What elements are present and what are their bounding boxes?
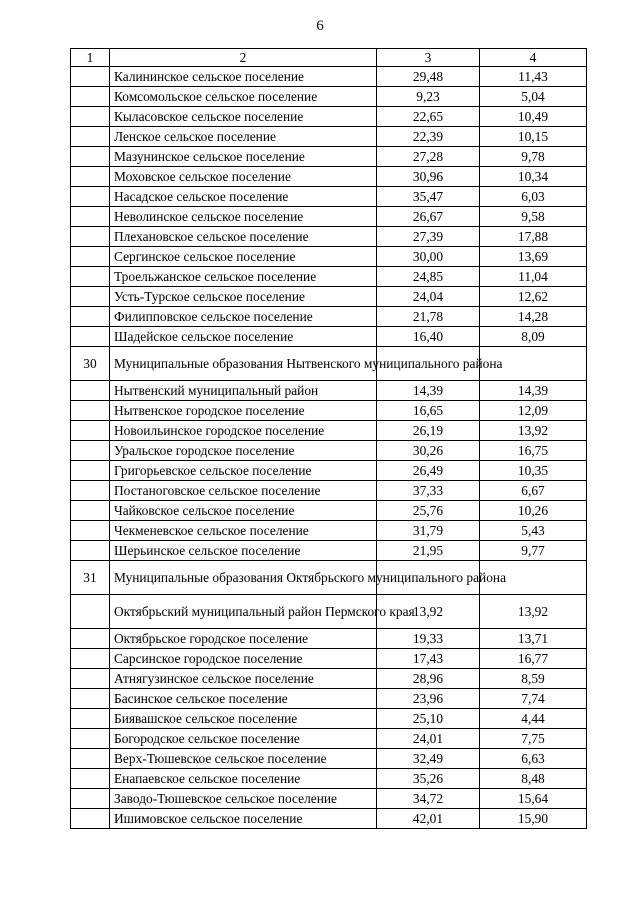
row-number-cell bbox=[71, 87, 110, 107]
value-cell: 12,09 bbox=[480, 401, 587, 421]
table-header-row bbox=[71, 49, 587, 67]
value-cell: 30,26 bbox=[377, 441, 480, 461]
row-number-cell bbox=[71, 541, 110, 561]
row-number-cell bbox=[71, 669, 110, 689]
table-row bbox=[71, 347, 587, 381]
value-cell: 10,35 bbox=[480, 461, 587, 481]
name-cell: Чайковское сельское поселение bbox=[110, 501, 377, 521]
table-row bbox=[71, 267, 587, 287]
row-number-cell bbox=[71, 441, 110, 461]
row-number-cell bbox=[71, 247, 110, 267]
row-number-cell bbox=[71, 461, 110, 481]
table-row bbox=[71, 461, 587, 481]
value-cell: 5,43 bbox=[480, 521, 587, 541]
table-row bbox=[71, 307, 587, 327]
table-row bbox=[71, 401, 587, 421]
table-row bbox=[71, 769, 587, 789]
value-cell: 30,00 bbox=[377, 247, 480, 267]
value-cell: 22,65 bbox=[377, 107, 480, 127]
column-header: 3 bbox=[377, 49, 480, 67]
value-cell: 13,69 bbox=[480, 247, 587, 267]
name-cell: Неволинское сельское поселение bbox=[110, 207, 377, 227]
name-cell: Мазунинское сельское поселение bbox=[110, 147, 377, 167]
row-number-cell bbox=[71, 481, 110, 501]
row-number-cell bbox=[71, 307, 110, 327]
row-number-cell bbox=[71, 501, 110, 521]
name-cell: Нытвенский муниципальный район bbox=[110, 381, 377, 401]
value-cell: 13,71 bbox=[480, 629, 587, 649]
row-number-cell bbox=[71, 401, 110, 421]
table-row bbox=[71, 227, 587, 247]
name-cell: Шадейское сельское поселение bbox=[110, 327, 377, 347]
value-cell: 6,03 bbox=[480, 187, 587, 207]
value-cell: 42,01 bbox=[377, 809, 480, 829]
value-cell: 9,23 bbox=[377, 87, 480, 107]
value-cell: 35,26 bbox=[377, 769, 480, 789]
table-row bbox=[71, 729, 587, 749]
value-cell: 7,75 bbox=[480, 729, 587, 749]
name-cell: Троельжанское сельское поселение bbox=[110, 267, 377, 287]
value-cell: 37,33 bbox=[377, 481, 480, 501]
value-cell: 26,49 bbox=[377, 461, 480, 481]
value-cell: 21,95 bbox=[377, 541, 480, 561]
value-cell: 16,77 bbox=[480, 649, 587, 669]
table-row bbox=[71, 561, 587, 595]
value-cell: 15,64 bbox=[480, 789, 587, 809]
value-cell: 26,67 bbox=[377, 207, 480, 227]
row-number-cell: 31 bbox=[71, 561, 110, 595]
name-cell: Ишимовское сельское поселение bbox=[110, 809, 377, 829]
row-number-cell bbox=[71, 689, 110, 709]
value-cell: 29,48 bbox=[377, 67, 480, 87]
value-cell: 31,79 bbox=[377, 521, 480, 541]
row-number-cell bbox=[71, 167, 110, 187]
value-cell: 10,15 bbox=[480, 127, 587, 147]
table-row bbox=[71, 541, 587, 561]
row-number-cell bbox=[71, 749, 110, 769]
value-cell: 34,72 bbox=[377, 789, 480, 809]
name-cell: Григорьевское сельское поселение bbox=[110, 461, 377, 481]
value-cell: 6,63 bbox=[480, 749, 587, 769]
table-row bbox=[71, 501, 587, 521]
value-cell: 14,39 bbox=[377, 381, 480, 401]
row-number-cell bbox=[71, 227, 110, 247]
name-cell: Новоильинское городское поселение bbox=[110, 421, 377, 441]
table-row bbox=[71, 187, 587, 207]
name-cell: Уральское городское поселение bbox=[110, 441, 377, 461]
value-cell: 30,96 bbox=[377, 167, 480, 187]
table-row bbox=[71, 381, 587, 401]
table-row bbox=[71, 67, 587, 87]
value-cell: 24,85 bbox=[377, 267, 480, 287]
value-cell: 19,33 bbox=[377, 629, 480, 649]
table-row bbox=[71, 669, 587, 689]
value-cell: 17,43 bbox=[377, 649, 480, 669]
name-cell: Муниципальные образования Нытвенского муниципального района bbox=[110, 347, 377, 381]
row-number-cell bbox=[71, 649, 110, 669]
table-row bbox=[71, 207, 587, 227]
value-cell: 16,40 bbox=[377, 327, 480, 347]
table-row bbox=[71, 247, 587, 267]
name-cell: Моховское сельское поселение bbox=[110, 167, 377, 187]
name-cell: Постаноговское сельское поселение bbox=[110, 481, 377, 501]
name-cell: Сергинское сельское поселение bbox=[110, 247, 377, 267]
value-cell: 6,67 bbox=[480, 481, 587, 501]
page-number: 6 bbox=[316, 18, 324, 34]
row-number-cell bbox=[71, 809, 110, 829]
value-cell: 27,28 bbox=[377, 147, 480, 167]
table-row bbox=[71, 441, 587, 461]
table-row bbox=[71, 327, 587, 347]
value-cell: 12,62 bbox=[480, 287, 587, 307]
value-cell: 7,74 bbox=[480, 689, 587, 709]
value-cell: 22,39 bbox=[377, 127, 480, 147]
table-row bbox=[71, 287, 587, 307]
name-cell: Шерьинское сельское поселение bbox=[110, 541, 377, 561]
value-cell: 14,39 bbox=[480, 381, 587, 401]
name-cell: Калининское сельское поселение bbox=[110, 67, 377, 87]
value-cell: 32,49 bbox=[377, 749, 480, 769]
name-cell: Муниципальные образования Октябрьского муниципального района bbox=[110, 561, 377, 595]
row-number-cell bbox=[71, 709, 110, 729]
value-cell: 8,48 bbox=[480, 769, 587, 789]
name-cell: Филипповское сельское поселение bbox=[110, 307, 377, 327]
name-cell: Нытвенское городское поселение bbox=[110, 401, 377, 421]
name-cell: Плехановское сельское поселение bbox=[110, 227, 377, 247]
value-cell: 14,28 bbox=[480, 307, 587, 327]
name-cell: Ленское сельское поселение bbox=[110, 127, 377, 147]
value-cell: 16,65 bbox=[377, 401, 480, 421]
name-cell: Заводо-Тюшевское сельское поселение bbox=[110, 789, 377, 809]
row-number-cell bbox=[71, 629, 110, 649]
row-number-cell bbox=[71, 147, 110, 167]
name-cell: Сарсинское городское поселение bbox=[110, 649, 377, 669]
table-row bbox=[71, 167, 587, 187]
row-number-cell bbox=[71, 595, 110, 629]
row-number-cell bbox=[71, 287, 110, 307]
value-cell: 5,04 bbox=[480, 87, 587, 107]
value-cell: 13,92 bbox=[480, 595, 587, 629]
table-row bbox=[71, 107, 587, 127]
value-cell: 13,92 bbox=[377, 595, 480, 629]
name-cell: Басинское сельское поселение bbox=[110, 689, 377, 709]
table-row bbox=[71, 749, 587, 769]
value-cell: 11,04 bbox=[480, 267, 587, 287]
row-number-cell bbox=[71, 207, 110, 227]
value-cell: 15,90 bbox=[480, 809, 587, 829]
row-number-cell bbox=[71, 187, 110, 207]
table-row bbox=[71, 481, 587, 501]
value-cell: 13,92 bbox=[480, 421, 587, 441]
table-row bbox=[71, 789, 587, 809]
row-number-cell bbox=[71, 421, 110, 441]
name-cell: Усть-Турское сельское поселение bbox=[110, 287, 377, 307]
table-row bbox=[71, 87, 587, 107]
data-table bbox=[70, 48, 587, 829]
value-cell: 24,04 bbox=[377, 287, 480, 307]
value-cell: 4,44 bbox=[480, 709, 587, 729]
row-number-cell bbox=[71, 67, 110, 87]
value-cell: 26,19 bbox=[377, 421, 480, 441]
row-number-cell bbox=[71, 381, 110, 401]
name-cell: Октябрьское городское поселение bbox=[110, 629, 377, 649]
column-header: 2 bbox=[110, 49, 377, 67]
name-cell: Комсомольское сельское поселение bbox=[110, 87, 377, 107]
table-row bbox=[71, 629, 587, 649]
row-number-cell bbox=[71, 729, 110, 749]
value-cell: 10,49 bbox=[480, 107, 587, 127]
table-row bbox=[71, 649, 587, 669]
value-cell: 9,78 bbox=[480, 147, 587, 167]
value-cell: 9,77 bbox=[480, 541, 587, 561]
table-row bbox=[71, 689, 587, 709]
table-row bbox=[71, 127, 587, 147]
name-cell: Верх-Тюшевское сельское поселение bbox=[110, 749, 377, 769]
value-cell: 10,26 bbox=[480, 501, 587, 521]
name-cell: Енапаевское сельское поселение bbox=[110, 769, 377, 789]
value-cell: 21,78 bbox=[377, 307, 480, 327]
value-cell: 16,75 bbox=[480, 441, 587, 461]
value-cell: 23,96 bbox=[377, 689, 480, 709]
table-row bbox=[71, 147, 587, 167]
row-number-cell: 30 bbox=[71, 347, 110, 381]
table-row bbox=[71, 809, 587, 829]
value-cell: 17,88 bbox=[480, 227, 587, 247]
value-cell: 11,43 bbox=[480, 67, 587, 87]
name-cell: Октябрьский муниципальный район Пермского края bbox=[110, 595, 377, 629]
table-row bbox=[71, 595, 587, 629]
name-cell: Насадское сельское поселение bbox=[110, 187, 377, 207]
name-cell: Богородское сельское поселение bbox=[110, 729, 377, 749]
value-cell: 8,09 bbox=[480, 327, 587, 347]
row-number-cell bbox=[71, 521, 110, 541]
value-cell: 25,76 bbox=[377, 501, 480, 521]
value-cell: 28,96 bbox=[377, 669, 480, 689]
column-header: 4 bbox=[480, 49, 587, 67]
row-number-cell bbox=[71, 327, 110, 347]
row-number-cell bbox=[71, 127, 110, 147]
row-number-cell bbox=[71, 107, 110, 127]
value-cell: 10,34 bbox=[480, 167, 587, 187]
name-cell: Бияваш​ское сельское поселение bbox=[110, 709, 377, 729]
column-header: 1 bbox=[71, 49, 110, 67]
row-number-cell bbox=[71, 789, 110, 809]
table-row bbox=[71, 521, 587, 541]
table-row bbox=[71, 421, 587, 441]
name-cell: Чекменевское сельское поселение bbox=[110, 521, 377, 541]
row-number-cell bbox=[71, 769, 110, 789]
value-cell: 24,01 bbox=[377, 729, 480, 749]
value-cell: 25,10 bbox=[377, 709, 480, 729]
value-cell: 9,58 bbox=[480, 207, 587, 227]
name-cell: Кыласовское сельское поселение bbox=[110, 107, 377, 127]
name-cell: Атнягузинское сельское поселение bbox=[110, 669, 377, 689]
row-number-cell bbox=[71, 267, 110, 287]
value-cell: 8,59 bbox=[480, 669, 587, 689]
value-cell: 35,47 bbox=[377, 187, 480, 207]
value-cell: 27,39 bbox=[377, 227, 480, 247]
table-row bbox=[71, 709, 587, 729]
